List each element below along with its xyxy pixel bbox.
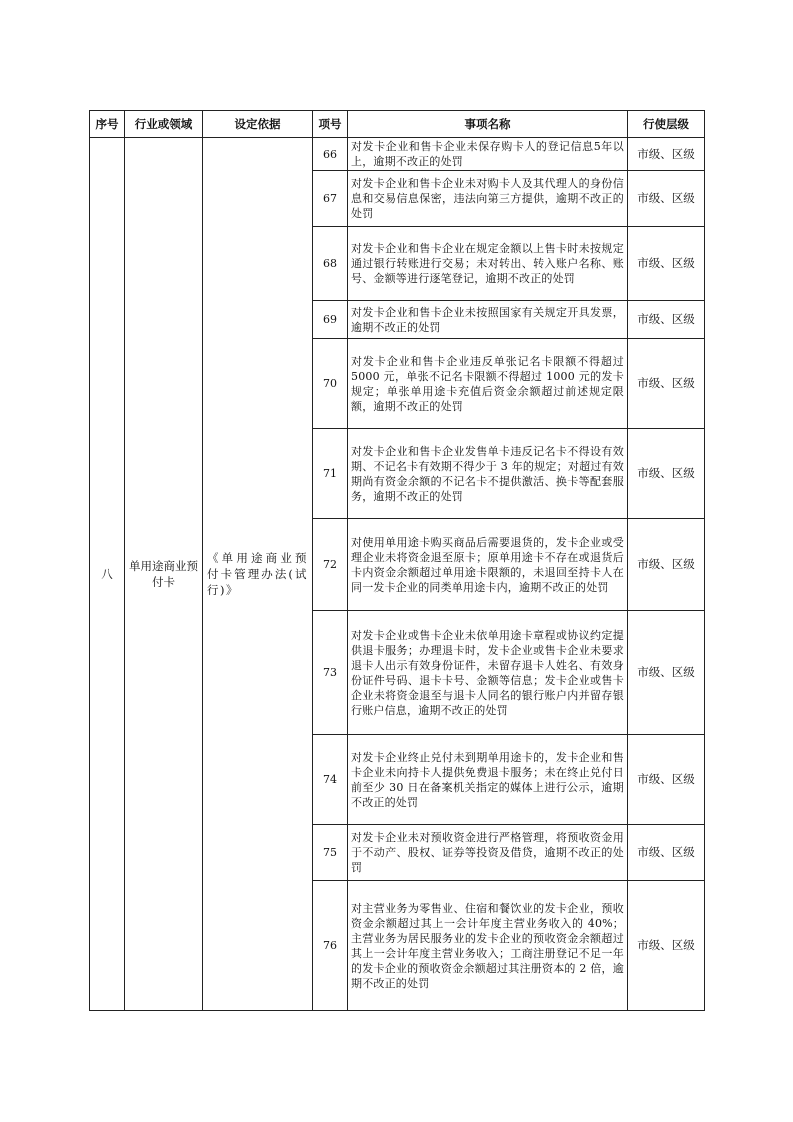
item-level: 市级、区级 <box>628 138 705 171</box>
item-level: 市级、区级 <box>628 611 705 735</box>
item-level: 市级、区级 <box>628 429 705 519</box>
item-level: 市级、区级 <box>628 339 705 429</box>
item-level: 市级、区级 <box>628 301 705 339</box>
item-no: 70 <box>313 339 348 429</box>
header-item-name: 事项名称 <box>348 111 628 138</box>
item-no: 73 <box>313 611 348 735</box>
header-seq: 序号 <box>90 111 125 138</box>
item-name: 对发卡企业和售卡企业未保存购卡人的登记信息5年以上，逾期不改正的处罚 <box>348 138 628 171</box>
header-industry: 行业或领域 <box>125 111 203 138</box>
item-no: 67 <box>313 171 348 227</box>
item-level: 市级、区级 <box>628 735 705 825</box>
item-name: 对发卡企业或售卡企业未依单用途卡章程或协议约定提供退卡服务；办理退卡时，发卡企业或售卡企业未要求退卡人出示有效身份证件，未留存退卡人姓名、有效身份证件号码、退卡卡号、金额等信息；发卡企业或售卡企业未将资金退至与退卡人同名的银行账户内并留存银行账户信息，逾期不改正的处罚 <box>348 611 628 735</box>
item-level: 市级、区级 <box>628 519 705 611</box>
group-basis: 《单用途商业预付卡管理办法(试行)》 <box>203 138 313 1011</box>
item-name: 对使用单用途卡购买商品后需要退货的，发卡企业或受理企业未将资金退至原卡；原单用途卡不存在或退货后卡内资金余额超过单用途卡限额的，未退回至持卡人在同一发卡企业的同类单用途卡内，逾期不改正的处罚 <box>348 519 628 611</box>
group-industry: 单用途商业预付卡 <box>125 138 203 1011</box>
item-no: 75 <box>313 825 348 881</box>
item-name: 对发卡企业和售卡企业未按照国家有关规定开具发票，逾期不改正的处罚 <box>348 301 628 339</box>
item-no: 71 <box>313 429 348 519</box>
item-name: 对发卡企业和售卡企业发售单卡违反记名卡不得设有效期、不记名卡有效期不得少于 3 年的规定；对超过有效期尚有资金余额的不记名卡不提供激活、换卡等配套服务，逾期不改正的处罚 <box>348 429 628 519</box>
item-level: 市级、区级 <box>628 171 705 227</box>
item-no: 69 <box>313 301 348 339</box>
item-no: 74 <box>313 735 348 825</box>
item-name: 对发卡企业和售卡企业在规定金额以上售卡时未按规定通过银行转账进行交易；未对转出、转入账户名称、账号、金额等进行逐笔登记，逾期不改正的处罚 <box>348 227 628 301</box>
item-no: 68 <box>313 227 348 301</box>
item-name: 对主营业务为零售业、住宿和餐饮业的发卡企业，预收资金余额超过其上一会计年度主营业务收入的 40%；主营业务为居民服务业的发卡企业的预收资金余额超过其上一会计年度主营业务收入；工商注册登记不足一年的发卡企业的预收资金余额超过其注册资本的 2 倍，逾期不改正的处罚 <box>348 881 628 1011</box>
item-name: 对发卡企业终止兑付未到期单用途卡的，发卡企业和售卡企业未向持卡人提供免费退卡服务；未在终止兑付日前至少 30 日在备案机关指定的媒体上进行公示，逾期不改正的处罚 <box>348 735 628 825</box>
item-no: 76 <box>313 881 348 1011</box>
item-no: 72 <box>313 519 348 611</box>
item-name: 对发卡企业和售卡企业违反单张记名卡限额不得超过 5000 元，单张不记名卡限额不得超过 1000 元的发卡规定；单张单用途卡充值后资金余额超过前述规定限额，逾期不改正的处罚 <box>348 339 628 429</box>
item-name: 对发卡企业未对预收资金进行严格管理，将预收资金用于不动产、股权、证券等投资及借贷，逾期不改正的处罚 <box>348 825 628 881</box>
items-table <box>89 110 705 1011</box>
item-level: 市级、区级 <box>628 881 705 1011</box>
item-name: 对发卡企业和售卡企业未对购卡人及其代理人的身份信息和交易信息保密，违法向第三方提供，逾期不改正的处罚 <box>348 171 628 227</box>
header-item-no: 项号 <box>313 111 348 138</box>
header-row <box>90 111 705 138</box>
item-no: 66 <box>313 138 348 171</box>
header-basis: 设定依据 <box>203 111 313 138</box>
header-level: 行使层级 <box>628 111 705 138</box>
group-seq: 八 <box>90 138 125 1011</box>
item-level: 市级、区级 <box>628 227 705 301</box>
table-row <box>90 138 705 171</box>
item-level: 市级、区级 <box>628 825 705 881</box>
